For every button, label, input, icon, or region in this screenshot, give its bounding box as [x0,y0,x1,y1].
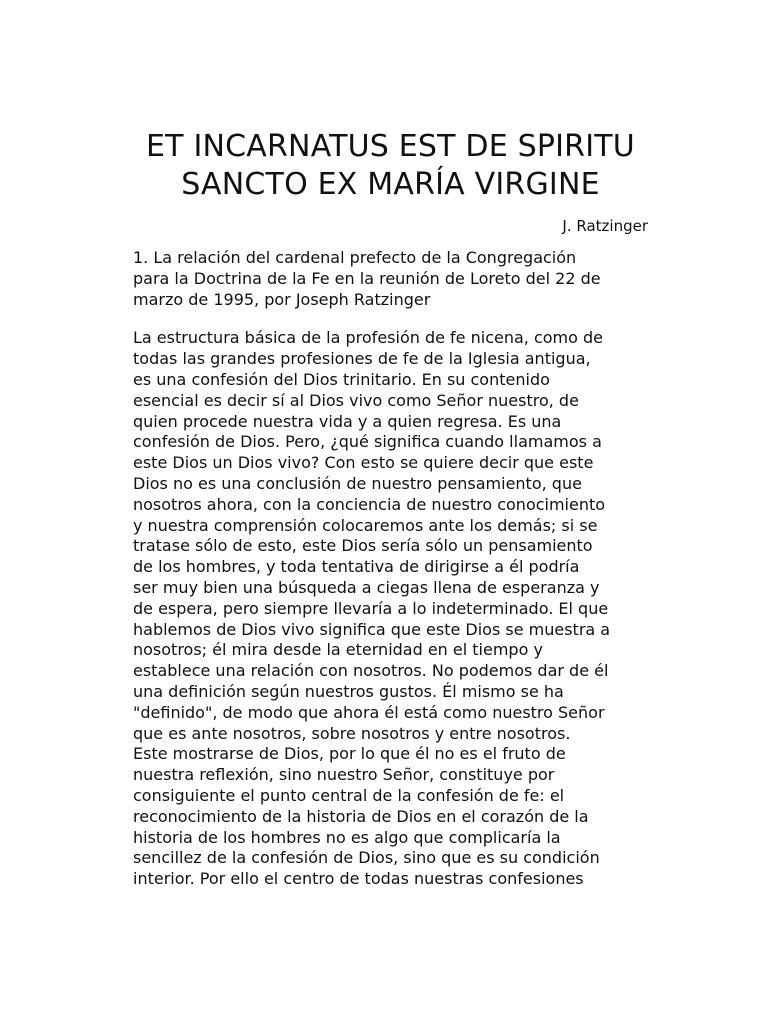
body-line: que es ante nosotros, sobre nosotros y entre nosotros. [133,723,571,743]
body-line: de los hombres, y toda tentativa de dirigirse a él podría [133,557,580,577]
body-line: establece una relación con nosotros. No podemos dar de él [133,661,609,681]
body-line: reconocimiento de la historia de Dios en el corazón de la [133,806,589,826]
body-line: es una confesión del Dios trinitario. En su contenido [133,369,550,389]
section-heading-line: para la Doctrina de la Fe en la reunión de Loreto del 22 de [133,268,601,288]
document-title [133,128,648,204]
body-line: consiguiente el punto central de la confesión de fe: el [133,785,565,805]
body-line: sencillez de la confesión de Dios, sino que es su condición [133,848,600,868]
body-line: este Dios un Dios vivo? Con esto se quiere decir que este [133,453,594,473]
body-line: "definido", de modo que ahora él está como nuestro Señor [133,702,605,722]
body-line: nosotros ahora, con la conciencia de nuestro conocimiento [133,494,606,514]
body-line: y nuestra comprensión colocaremos ante los demás; si se [133,515,598,535]
body-line: una definición según nuestros gustos. Él mismo se ha [133,681,564,701]
body-line: esencial es decir sí al Dios vivo como Señor nuestro, de [133,390,579,410]
body-line: tratase sólo de esto, este Dios sería sólo un pensamiento [133,536,593,556]
title-line: SANCTO EX MARÍA VIRGINE [181,167,600,202]
section-heading-line: 1. La relación del cardenal prefecto de la Congregación [133,248,577,267]
body-paragraph [133,328,648,890]
title-line: ET INCARNATUS EST DE SPIRITU [146,129,635,164]
section-heading [133,248,648,310]
body-line: historia de los hombres no es algo que complicaría la [133,827,561,847]
section-heading-line: marzo de 1995, por Joseph Ratzinger [133,289,431,309]
body-line: confesión de Dios. Pero, ¿qué significa cuando llamamos a [133,432,602,452]
body-line: nosotros; él mira desde la eternidad en el tiempo y [133,640,543,660]
body-line: nuestra reflexión, sino nuestro Señor, constituye por [133,765,555,785]
body-line: ser muy bien una búsqueda a ciegas llena de esperanza y [133,577,600,597]
body-line: hablemos de Dios vivo significa que este Dios se muestra a [133,619,611,639]
body-line: quien procede nuestra vida y a quien regresa. Es una [133,411,562,431]
author-name: J. Ratzinger [562,217,648,235]
body-line: interior. Por ello el centro de todas nuestras confesiones [133,869,584,889]
body-line: La estructura básica de la profesión de fe nicena, como de [133,328,603,348]
body-line: todas las grandes profesiones de fe de la Iglesia antigua, [133,349,591,369]
body-line: Este mostrarse de Dios, por lo que él no es el fruto de [133,744,566,764]
body-line: de espera, pero siempre llevaría a lo indeterminado. El que [133,598,609,618]
body-line: Dios no es una conclusión de nuestro pensamiento, que [133,473,582,493]
